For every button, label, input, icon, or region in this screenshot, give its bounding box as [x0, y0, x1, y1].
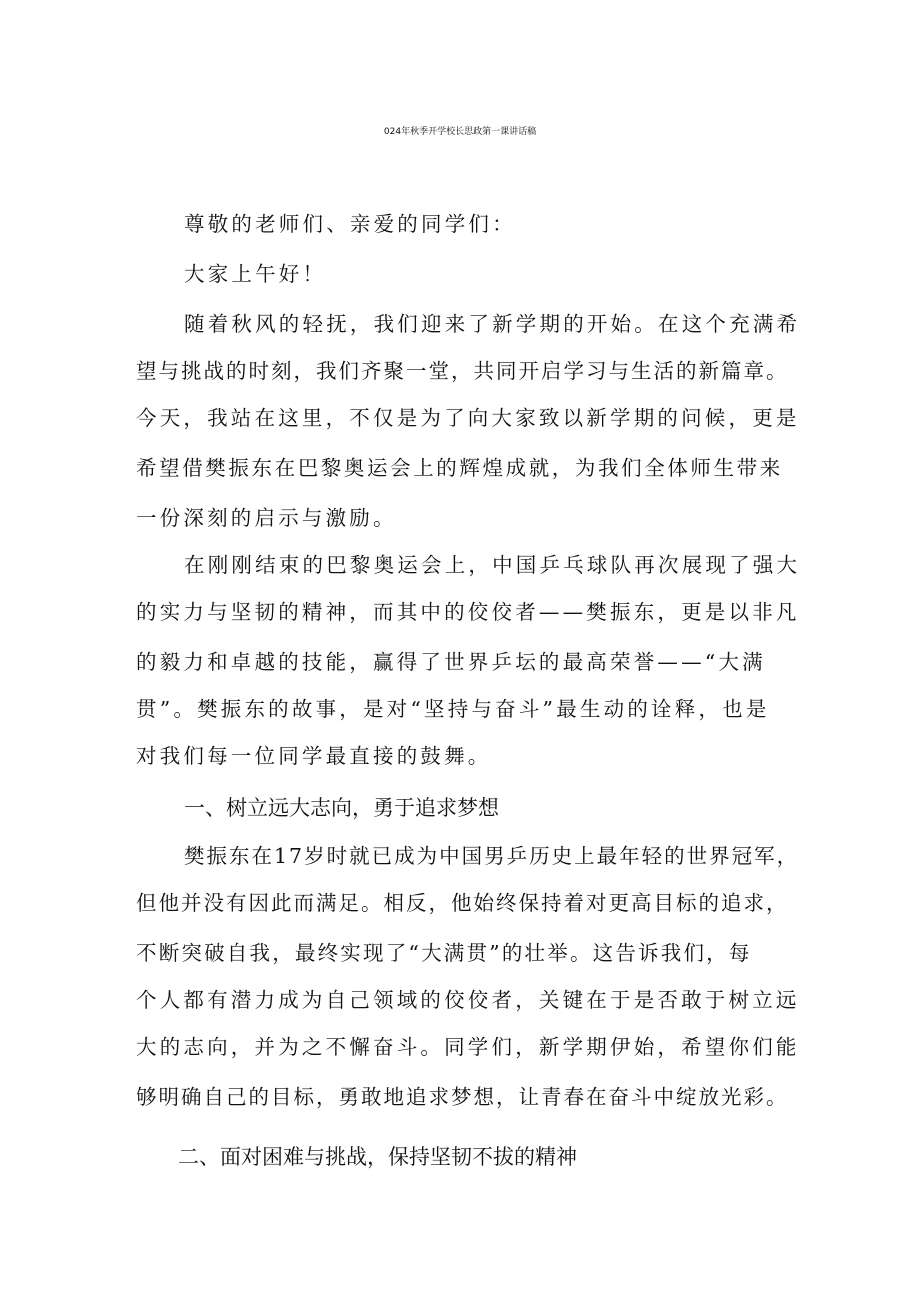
- paragraph-3-line-2: 但他并没有因此而满足。相反，他始终保持着对更高目标的追求，: [136, 891, 789, 915]
- paragraph-3-line-3: 不断突破自我，最终实现了“大满贯”的壮举。这告诉我们，每: [136, 941, 752, 965]
- section-heading-1: 一、树立远大志向，勇于追求梦想: [184, 796, 499, 820]
- paragraph-3-line-4: 个人都有潜力成为自己领域的佼佼者，关键在于是否敢于树立远: [136, 988, 800, 1012]
- paragraph-1-line-3: 今天，我站在这里，不仅是为了向大家致以新学期的问候，更是: [136, 406, 800, 430]
- paragraph-1-line-1: 随着秋风的轻抚，我们迎来了新学期的开始。在这个充满希: [184, 312, 801, 336]
- paragraph-2-line-1: 在刚刚结束的巴黎奥运会上，中国乒乓球队再次展现了强大: [184, 553, 801, 577]
- salutation-line: 大家上午好！: [184, 262, 327, 286]
- greeting-line: 尊敬的老师们、亲爱的同学们：: [184, 212, 516, 236]
- paragraph-3-line-6: 够明确自己的目标，勇敢地追求梦想，让青春在奋斗中绽放光彩。: [136, 1085, 789, 1109]
- section-heading-2: 二、面对困难与挑战，保持坚韧不拔的精神: [178, 1145, 577, 1169]
- paragraph-3-line-5: 大的志向，并为之不懈奋斗。同学们，新学期伊始，希望你们能: [136, 1035, 800, 1059]
- paragraph-1-line-2: 望与挑战的时刻，我们齐聚一堂，共同开启学习与生活的新篇章。: [136, 359, 789, 383]
- paragraph-2-line-4: 贯”。樊振东的故事，是对“坚持与奋斗”最生动的诠释，也是: [136, 697, 770, 721]
- paragraph-2-line-5: 对我们每一位同学最直接的鼓舞。: [136, 744, 492, 768]
- paragraph-1-line-4: 希望借樊振东在巴黎奥运会上的辉煌成就，为我们全体师生带来: [136, 456, 783, 480]
- document-title: 024年秋季开学校长思政第一课讲话稿: [383, 127, 537, 137]
- paragraph-3-line-1: 樊振东在17岁时就已成为中国男乒历史上最年轻的世界冠军，: [184, 844, 800, 868]
- paragraph-1-line-5: 一份深刻的启示与激励。: [136, 506, 397, 530]
- paragraph-2-line-2: 的实力与坚韧的精神，而其中的佼佼者——樊振东，更是以非凡: [136, 600, 800, 624]
- paragraph-2-line-3: 的毅力和卓越的技能，赢得了世界乒坛的最高荣誉——“大满: [136, 650, 766, 674]
